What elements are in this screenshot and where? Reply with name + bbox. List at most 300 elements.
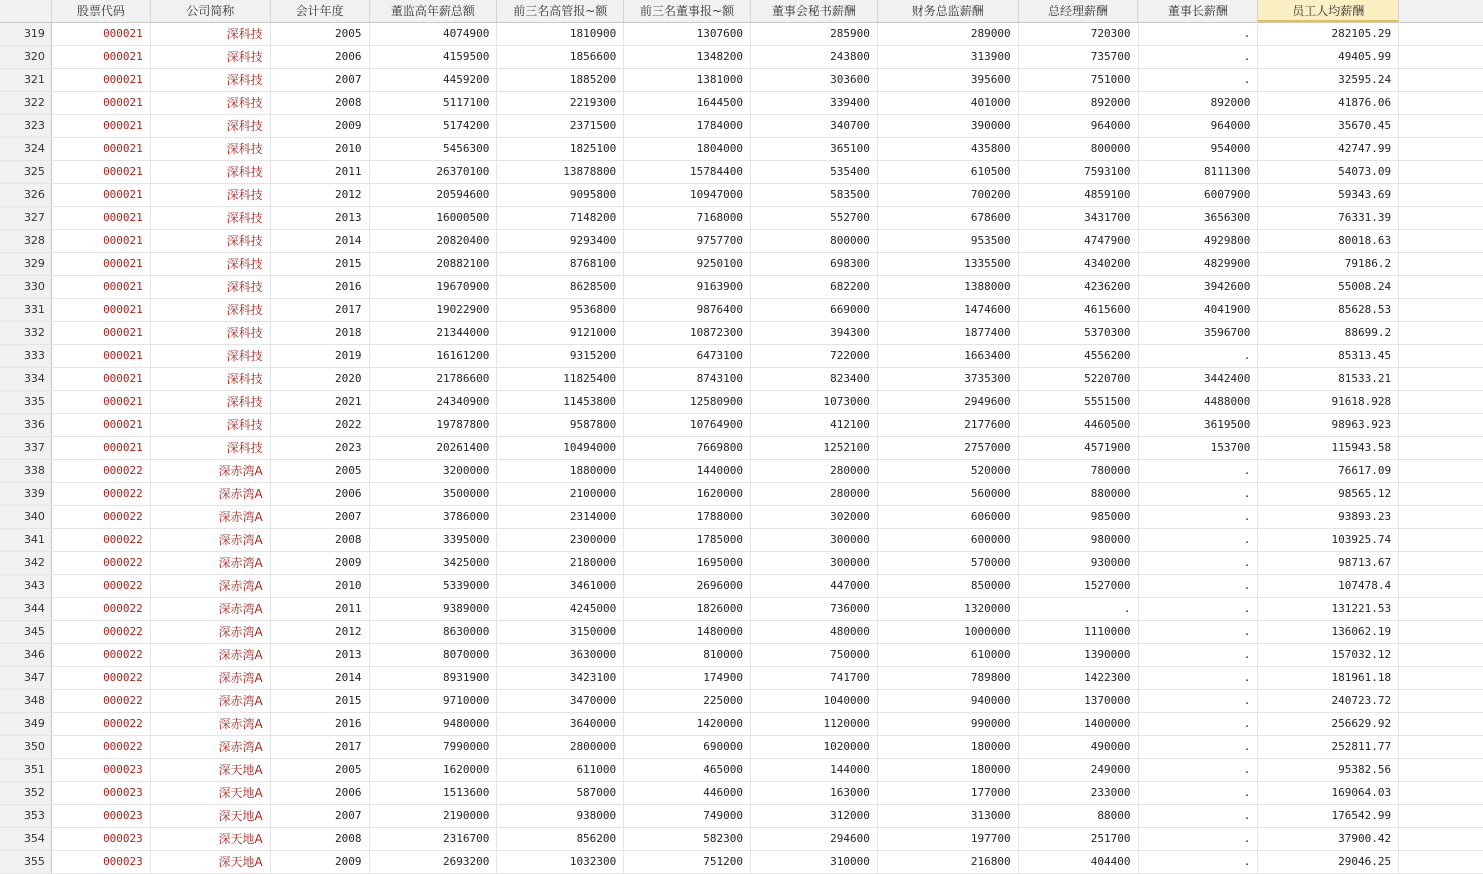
data-cell[interactable]: 954000 (1139, 138, 1259, 160)
data-cell[interactable]: 312000 (751, 805, 878, 827)
data-cell[interactable]: 2009 (271, 115, 370, 137)
stock-code-cell[interactable]: 000022 (52, 690, 151, 712)
company-name-cell[interactable]: 深天地A (151, 828, 271, 850)
data-cell[interactable]: 2300000 (497, 529, 624, 551)
data-cell[interactable]: 21344000 (370, 322, 498, 344)
data-cell[interactable]: 2018 (271, 322, 370, 344)
data-cell[interactable]: 2013 (271, 207, 370, 229)
empty-cell[interactable] (1399, 667, 1483, 689)
data-cell[interactable]: 2014 (271, 230, 370, 252)
empty-cell[interactable] (1399, 161, 1483, 183)
stock-code-cell[interactable]: 000022 (52, 736, 151, 758)
data-cell[interactable]: 32595.24 (1258, 69, 1399, 91)
data-cell[interactable]: 3431700 (1019, 207, 1139, 229)
data-cell[interactable]: 610500 (878, 161, 1019, 183)
data-cell[interactable]: 1480000 (624, 621, 751, 643)
data-cell[interactable]: 280000 (751, 483, 878, 505)
data-cell[interactable]: . (1139, 460, 1259, 482)
data-cell[interactable]: 741700 (751, 667, 878, 689)
data-cell[interactable]: 2314000 (497, 506, 624, 528)
empty-cell[interactable] (1399, 322, 1483, 344)
data-cell[interactable]: 3640000 (497, 713, 624, 735)
data-cell[interactable]: 412100 (751, 414, 878, 436)
company-name-cell[interactable]: 深科技 (151, 322, 271, 344)
data-cell[interactable]: 570000 (878, 552, 1019, 574)
data-cell[interactable]: 55008.24 (1258, 276, 1399, 298)
data-cell[interactable]: . (1139, 506, 1259, 528)
data-cell[interactable]: 447000 (751, 575, 878, 597)
data-cell[interactable]: 252811.77 (1258, 736, 1399, 758)
row-number[interactable]: 327 (0, 207, 52, 229)
data-cell[interactable]: 13878800 (497, 161, 624, 183)
data-cell[interactable]: 1826000 (624, 598, 751, 620)
row-number[interactable]: 340 (0, 506, 52, 528)
data-cell[interactable]: 751200 (624, 851, 751, 873)
data-cell[interactable]: 180000 (878, 759, 1019, 781)
data-cell[interactable]: 88699.2 (1258, 322, 1399, 344)
stock-code-cell[interactable]: 000022 (52, 552, 151, 574)
stock-code-cell[interactable]: 000023 (52, 782, 151, 804)
data-cell[interactable]: 2022 (271, 414, 370, 436)
empty-cell[interactable] (1399, 851, 1483, 873)
data-cell[interactable]: 401000 (878, 92, 1019, 114)
empty-cell[interactable] (1399, 782, 1483, 804)
data-cell[interactable]: 9293400 (497, 230, 624, 252)
data-cell[interactable]: 2012 (271, 621, 370, 643)
row-number[interactable]: 348 (0, 690, 52, 712)
data-cell[interactable]: 3786000 (370, 506, 498, 528)
data-cell[interactable]: 600000 (878, 529, 1019, 551)
data-cell[interactable]: 9121000 (497, 322, 624, 344)
data-cell[interactable]: . (1139, 529, 1259, 551)
empty-cell[interactable] (1399, 69, 1483, 91)
data-cell[interactable]: 310000 (751, 851, 878, 873)
data-cell[interactable]: 19022900 (370, 299, 498, 321)
data-cell[interactable]: 2006 (271, 782, 370, 804)
data-cell[interactable]: 3423100 (497, 667, 624, 689)
data-cell[interactable]: 2017 (271, 736, 370, 758)
stock-code-cell[interactable]: 000022 (52, 483, 151, 505)
data-cell[interactable]: 1825100 (497, 138, 624, 160)
data-cell[interactable]: 174900 (624, 667, 751, 689)
data-cell[interactable]: 700200 (878, 184, 1019, 206)
empty-cell[interactable] (1399, 23, 1483, 45)
stock-code-cell[interactable]: 000022 (52, 667, 151, 689)
data-cell[interactable]: 7990000 (370, 736, 498, 758)
row-number[interactable]: 335 (0, 391, 52, 413)
data-cell[interactable]: 850000 (878, 575, 1019, 597)
data-cell[interactable]: 1370000 (1019, 690, 1139, 712)
row-number[interactable]: 347 (0, 667, 52, 689)
stock-code-cell[interactable]: 000021 (52, 299, 151, 321)
data-cell[interactable]: . (1139, 483, 1259, 505)
stock-code-cell[interactable]: 000021 (52, 115, 151, 137)
data-cell[interactable]: 1000000 (878, 621, 1019, 643)
row-number[interactable]: 319 (0, 23, 52, 45)
row-number[interactable]: 329 (0, 253, 52, 275)
data-cell[interactable]: 4236200 (1019, 276, 1139, 298)
row-number[interactable]: 334 (0, 368, 52, 390)
data-cell[interactable]: 24340900 (370, 391, 498, 413)
column-header[interactable]: 员工人均薪酬 (1258, 0, 1399, 22)
data-cell[interactable]: 750000 (751, 644, 878, 666)
company-name-cell[interactable]: 深天地A (151, 759, 271, 781)
row-number[interactable]: 352 (0, 782, 52, 804)
data-cell[interactable]: 2020 (271, 368, 370, 390)
stock-code-cell[interactable]: 000021 (52, 345, 151, 367)
data-cell[interactable]: 8628500 (497, 276, 624, 298)
data-cell[interactable]: 2011 (271, 598, 370, 620)
data-cell[interactable]: 930000 (1019, 552, 1139, 574)
row-number[interactable]: 320 (0, 46, 52, 68)
empty-cell[interactable] (1399, 483, 1483, 505)
row-number[interactable]: 355 (0, 851, 52, 873)
data-cell[interactable]: 940000 (878, 690, 1019, 712)
data-cell[interactable]: 2007 (271, 506, 370, 528)
column-header[interactable]: 前三名董事报~额 (624, 0, 751, 22)
data-cell[interactable]: 4459200 (370, 69, 498, 91)
data-cell[interactable]: 233000 (1019, 782, 1139, 804)
data-cell[interactable]: 197700 (878, 828, 1019, 850)
data-cell[interactable]: 2006 (271, 483, 370, 505)
data-cell[interactable]: 2006 (271, 46, 370, 68)
data-cell[interactable]: 2693200 (370, 851, 498, 873)
data-cell[interactable]: . (1139, 667, 1259, 689)
data-cell[interactable]: 3656300 (1139, 207, 1259, 229)
data-cell[interactable]: 9480000 (370, 713, 498, 735)
corner-header[interactable] (0, 0, 52, 22)
data-cell[interactable]: 76331.39 (1258, 207, 1399, 229)
empty-cell[interactable] (1399, 529, 1483, 551)
company-name-cell[interactable]: 深赤湾A (151, 598, 271, 620)
data-cell[interactable]: 303600 (751, 69, 878, 91)
data-cell[interactable]: 12580900 (624, 391, 751, 413)
data-cell[interactable]: 49405.99 (1258, 46, 1399, 68)
data-cell[interactable]: 2696000 (624, 575, 751, 597)
data-cell[interactable]: 3630000 (497, 644, 624, 666)
data-cell[interactable]: 669000 (751, 299, 878, 321)
data-cell[interactable]: 560000 (878, 483, 1019, 505)
company-name-cell[interactable]: 深科技 (151, 345, 271, 367)
data-cell[interactable]: 4556200 (1019, 345, 1139, 367)
data-cell[interactable]: 1400000 (1019, 713, 1139, 735)
data-cell[interactable]: 2019 (271, 345, 370, 367)
data-cell[interactable]: 313000 (878, 805, 1019, 827)
data-cell[interactable]: 225000 (624, 690, 751, 712)
data-cell[interactable]: 2010 (271, 138, 370, 160)
data-cell[interactable]: 5370300 (1019, 322, 1139, 344)
data-cell[interactable]: 985000 (1019, 506, 1139, 528)
data-cell[interactable]: . (1139, 851, 1259, 873)
company-name-cell[interactable]: 深科技 (151, 138, 271, 160)
data-cell[interactable]: 1620000 (624, 483, 751, 505)
data-cell[interactable]: 103925.74 (1258, 529, 1399, 551)
stock-code-cell[interactable]: 000021 (52, 69, 151, 91)
company-name-cell[interactable]: 深赤湾A (151, 621, 271, 643)
data-cell[interactable]: 780000 (1019, 460, 1139, 482)
company-name-cell[interactable]: 深赤湾A (151, 483, 271, 505)
data-cell[interactable]: 1390000 (1019, 644, 1139, 666)
column-header[interactable]: 财务总监薪酬 (878, 0, 1019, 22)
data-cell[interactable]: 251700 (1019, 828, 1139, 850)
data-cell[interactable]: 1474600 (878, 299, 1019, 321)
company-name-cell[interactable]: 深科技 (151, 161, 271, 183)
data-cell[interactable]: . (1139, 46, 1259, 68)
stock-code-cell[interactable]: 000021 (52, 414, 151, 436)
data-cell[interactable]: 4074900 (370, 23, 498, 45)
data-cell[interactable]: 282105.29 (1258, 23, 1399, 45)
data-cell[interactable]: 682200 (751, 276, 878, 298)
data-cell[interactable]: 95382.56 (1258, 759, 1399, 781)
empty-cell[interactable] (1399, 437, 1483, 459)
data-cell[interactable]: 2005 (271, 759, 370, 781)
data-cell[interactable]: 953500 (878, 230, 1019, 252)
empty-cell[interactable] (1399, 644, 1483, 666)
stock-code-cell[interactable]: 000021 (52, 368, 151, 390)
stock-code-cell[interactable]: 000021 (52, 184, 151, 206)
data-cell[interactable]: 300000 (751, 552, 878, 574)
data-cell[interactable]: 19787800 (370, 414, 498, 436)
data-cell[interactable]: 8743100 (624, 368, 751, 390)
data-cell[interactable]: . (1139, 736, 1259, 758)
data-cell[interactable]: 5174200 (370, 115, 498, 137)
data-cell[interactable]: 2100000 (497, 483, 624, 505)
data-cell[interactable]: 37900.42 (1258, 828, 1399, 850)
stock-code-cell[interactable]: 000021 (52, 230, 151, 252)
data-cell[interactable]: 9163900 (624, 276, 751, 298)
data-cell[interactable]: 4340200 (1019, 253, 1139, 275)
data-cell[interactable]: 2008 (271, 92, 370, 114)
stock-code-cell[interactable]: 000021 (52, 276, 151, 298)
empty-cell[interactable] (1399, 805, 1483, 827)
data-cell[interactable]: 2008 (271, 828, 370, 850)
empty-cell[interactable] (1399, 368, 1483, 390)
data-cell[interactable]: 81533.21 (1258, 368, 1399, 390)
row-number[interactable]: 343 (0, 575, 52, 597)
data-cell[interactable]: 136062.19 (1258, 621, 1399, 643)
row-number[interactable]: 331 (0, 299, 52, 321)
empty-cell[interactable] (1399, 299, 1483, 321)
data-cell[interactable]: 1784000 (624, 115, 751, 137)
data-cell[interactable]: 9536800 (497, 299, 624, 321)
data-cell[interactable]: 20882100 (370, 253, 498, 275)
data-cell[interactable]: 611000 (497, 759, 624, 781)
data-cell[interactable]: 1032300 (497, 851, 624, 873)
data-cell[interactable]: 2009 (271, 851, 370, 873)
company-name-cell[interactable]: 深科技 (151, 414, 271, 436)
data-cell[interactable]: 240723.72 (1258, 690, 1399, 712)
stock-code-cell[interactable]: 000023 (52, 851, 151, 873)
data-cell[interactable]: 91618.928 (1258, 391, 1399, 413)
column-header[interactable]: 股票代码 (52, 0, 151, 22)
data-cell[interactable]: 2316700 (370, 828, 498, 850)
data-cell[interactable]: 169064.03 (1258, 782, 1399, 804)
stock-code-cell[interactable]: 000022 (52, 460, 151, 482)
data-cell[interactable]: 856200 (497, 828, 624, 850)
data-cell[interactable]: 9757700 (624, 230, 751, 252)
stock-code-cell[interactable]: 000022 (52, 598, 151, 620)
data-cell[interactable]: 587000 (497, 782, 624, 804)
empty-cell[interactable] (1399, 184, 1483, 206)
company-name-cell[interactable]: 深赤湾A (151, 529, 271, 551)
data-cell[interactable]: 749000 (624, 805, 751, 827)
data-cell[interactable]: 735700 (1019, 46, 1139, 68)
stock-code-cell[interactable]: 000021 (52, 46, 151, 68)
row-number[interactable]: 325 (0, 161, 52, 183)
company-name-cell[interactable]: 深科技 (151, 46, 271, 68)
data-cell[interactable]: 4829900 (1139, 253, 1259, 275)
empty-cell[interactable] (1399, 46, 1483, 68)
data-cell[interactable]: 3735300 (878, 368, 1019, 390)
data-cell[interactable]: 54073.09 (1258, 161, 1399, 183)
stock-code-cell[interactable]: 000022 (52, 644, 151, 666)
data-cell[interactable]: 85313.45 (1258, 345, 1399, 367)
data-cell[interactable]: 302000 (751, 506, 878, 528)
data-cell[interactable]: 26370100 (370, 161, 498, 183)
empty-cell[interactable] (1399, 759, 1483, 781)
data-cell[interactable]: 964000 (1019, 115, 1139, 137)
data-cell[interactable]: . (1139, 759, 1259, 781)
data-cell[interactable]: 7148200 (497, 207, 624, 229)
data-cell[interactable]: 1073000 (751, 391, 878, 413)
column-header[interactable]: 会计年度 (271, 0, 370, 22)
data-cell[interactable]: 216800 (878, 851, 1019, 873)
stock-code-cell[interactable]: 000021 (52, 161, 151, 183)
data-cell[interactable]: 5456300 (370, 138, 498, 160)
data-cell[interactable]: 7593100 (1019, 161, 1139, 183)
data-cell[interactable]: 8111300 (1139, 161, 1259, 183)
data-cell[interactable]: 9389000 (370, 598, 498, 620)
data-cell[interactable]: 4747900 (1019, 230, 1139, 252)
data-cell[interactable]: 606000 (878, 506, 1019, 528)
data-cell[interactable]: 2012 (271, 184, 370, 206)
data-cell[interactable]: 8630000 (370, 621, 498, 643)
data-cell[interactable]: 98565.12 (1258, 483, 1399, 505)
empty-cell[interactable] (1399, 460, 1483, 482)
data-cell[interactable]: 2800000 (497, 736, 624, 758)
data-cell[interactable]: 3596700 (1139, 322, 1259, 344)
data-cell[interactable]: 1620000 (370, 759, 498, 781)
data-cell[interactable]: 2015 (271, 253, 370, 275)
company-name-cell[interactable]: 深科技 (151, 23, 271, 45)
company-name-cell[interactable]: 深科技 (151, 391, 271, 413)
data-cell[interactable]: 823400 (751, 368, 878, 390)
data-cell[interactable]: 3619500 (1139, 414, 1259, 436)
empty-cell[interactable] (1399, 552, 1483, 574)
row-number[interactable]: 332 (0, 322, 52, 344)
data-cell[interactable]: 990000 (878, 713, 1019, 735)
row-number[interactable]: 324 (0, 138, 52, 160)
row-number[interactable]: 338 (0, 460, 52, 482)
data-cell[interactable]: 465000 (624, 759, 751, 781)
data-cell[interactable]: 41876.06 (1258, 92, 1399, 114)
column-header[interactable]: 公司简称 (151, 0, 271, 22)
data-cell[interactable]: 1804000 (624, 138, 751, 160)
data-cell[interactable]: 3442400 (1139, 368, 1259, 390)
stock-code-cell[interactable]: 000022 (52, 575, 151, 597)
data-cell[interactable]: . (1139, 69, 1259, 91)
data-cell[interactable]: 583500 (751, 184, 878, 206)
data-cell[interactable]: 480000 (751, 621, 878, 643)
data-cell[interactable]: 107478.4 (1258, 575, 1399, 597)
data-cell[interactable]: 552700 (751, 207, 878, 229)
data-cell[interactable]: 289000 (878, 23, 1019, 45)
data-cell[interactable]: 2180000 (497, 552, 624, 574)
data-cell[interactable]: 280000 (751, 460, 878, 482)
company-name-cell[interactable]: 深科技 (151, 368, 271, 390)
empty-cell[interactable] (1399, 713, 1483, 735)
data-cell[interactable]: 980000 (1019, 529, 1139, 551)
data-cell[interactable]: 892000 (1139, 92, 1259, 114)
data-cell[interactable]: 964000 (1139, 115, 1259, 137)
empty-cell[interactable] (1399, 828, 1483, 850)
data-cell[interactable]: 1110000 (1019, 621, 1139, 643)
empty-cell[interactable] (1399, 92, 1483, 114)
data-cell[interactable]: 4571900 (1019, 437, 1139, 459)
data-cell[interactable]: 395600 (878, 69, 1019, 91)
data-cell[interactable]: 2177600 (878, 414, 1019, 436)
data-cell[interactable]: 11825400 (497, 368, 624, 390)
data-cell[interactable]: 1877400 (878, 322, 1019, 344)
company-name-cell[interactable]: 深赤湾A (151, 713, 271, 735)
data-cell[interactable]: 3470000 (497, 690, 624, 712)
data-cell[interactable]: . (1139, 23, 1259, 45)
data-cell[interactable]: 582300 (624, 828, 751, 850)
row-number[interactable]: 344 (0, 598, 52, 620)
company-name-cell[interactable]: 深天地A (151, 851, 271, 873)
data-cell[interactable]: 1663400 (878, 345, 1019, 367)
company-name-cell[interactable]: 深天地A (151, 782, 271, 804)
data-cell[interactable]: 285900 (751, 23, 878, 45)
row-number[interactable]: 345 (0, 621, 52, 643)
data-cell[interactable]: 394300 (751, 322, 878, 344)
stock-code-cell[interactable]: 000021 (52, 207, 151, 229)
data-cell[interactable]: 11453800 (497, 391, 624, 413)
data-cell[interactable]: 7168000 (624, 207, 751, 229)
row-number[interactable]: 322 (0, 92, 52, 114)
data-cell[interactable]: 153700 (1139, 437, 1259, 459)
data-cell[interactable]: 1307600 (624, 23, 751, 45)
data-cell[interactable]: 2757000 (878, 437, 1019, 459)
data-cell[interactable]: 177000 (878, 782, 1019, 804)
data-cell[interactable]: 4929800 (1139, 230, 1259, 252)
data-cell[interactable]: 2007 (271, 805, 370, 827)
data-cell[interactable]: . (1139, 805, 1259, 827)
empty-cell[interactable] (1399, 598, 1483, 620)
column-header[interactable]: 董事会秘书薪酬 (751, 0, 878, 22)
data-cell[interactable]: 29046.25 (1258, 851, 1399, 873)
company-name-cell[interactable]: 深赤湾A (151, 575, 271, 597)
data-cell[interactable]: 85628.53 (1258, 299, 1399, 321)
data-cell[interactable]: 163000 (751, 782, 878, 804)
data-cell[interactable]: 339400 (751, 92, 878, 114)
data-cell[interactable]: 5117100 (370, 92, 498, 114)
data-cell[interactable]: 1788000 (624, 506, 751, 528)
data-cell[interactable]: 880000 (1019, 483, 1139, 505)
data-cell[interactable]: 1120000 (751, 713, 878, 735)
stock-code-cell[interactable]: 000022 (52, 713, 151, 735)
data-cell[interactable]: 1020000 (751, 736, 878, 758)
company-name-cell[interactable]: 深科技 (151, 276, 271, 298)
data-cell[interactable]: 1335500 (878, 253, 1019, 275)
data-cell[interactable]: 180000 (878, 736, 1019, 758)
row-number[interactable]: 336 (0, 414, 52, 436)
stock-code-cell[interactable]: 000021 (52, 23, 151, 45)
data-cell[interactable]: 810000 (624, 644, 751, 666)
data-cell[interactable]: 4159500 (370, 46, 498, 68)
data-cell[interactable]: 144000 (751, 759, 878, 781)
data-cell[interactable]: 1785000 (624, 529, 751, 551)
